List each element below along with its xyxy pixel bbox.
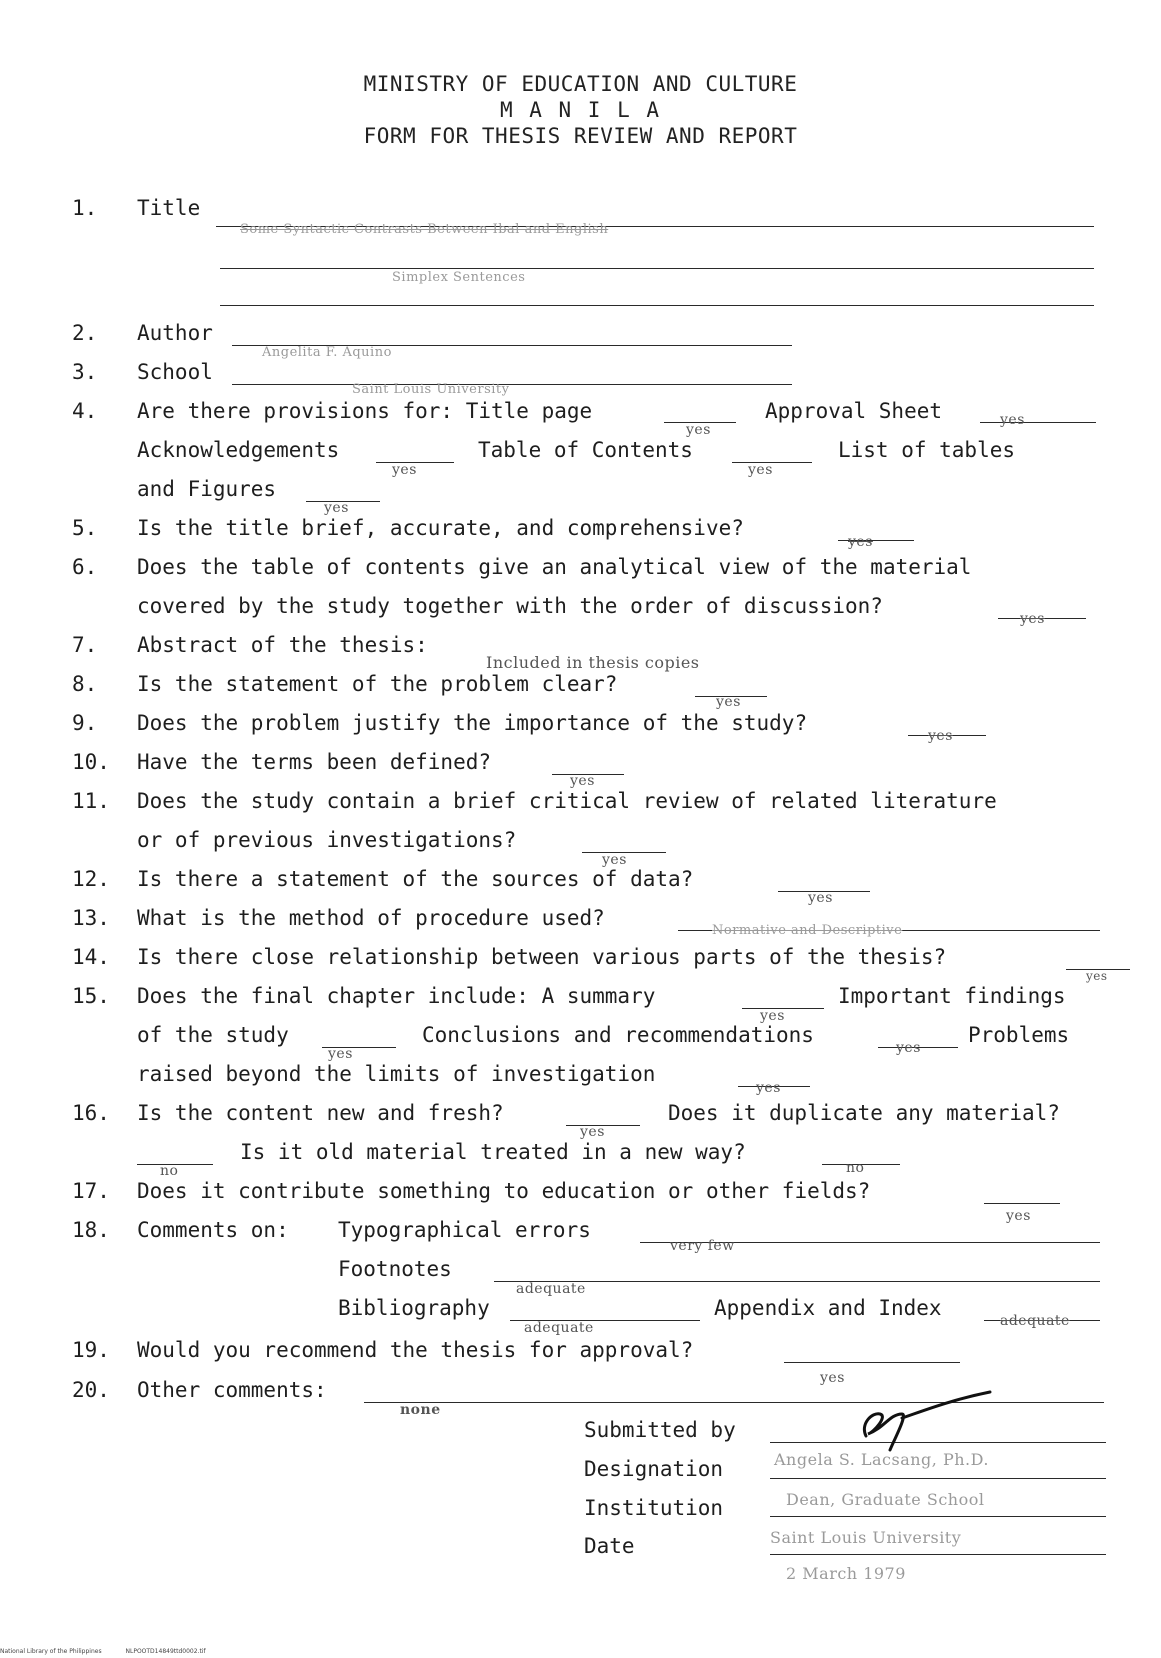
title-line-3 — [220, 305, 1094, 306]
school-label: School — [137, 360, 213, 384]
school-answer: Saint Louis University — [352, 382, 510, 397]
item-number: 8. — [72, 672, 98, 696]
q12-answer: yes — [808, 890, 833, 906]
date-label: Date — [584, 1534, 635, 1558]
item-number: 13. — [72, 906, 110, 930]
signature — [850, 1384, 1000, 1456]
footnotes-answer: adequate — [516, 1281, 586, 1297]
acknowledgements-label: Acknowledgements — [137, 438, 340, 462]
item-number: 14. — [72, 945, 110, 969]
typographical-errors-label: Typographical errors — [338, 1218, 591, 1242]
question-6-line-2: covered by the study together with the order of discussion? — [137, 594, 883, 618]
city-title: M A N I L A — [499, 98, 662, 122]
q5-answer: yes — [848, 534, 873, 550]
question-13: What is the method of procedure used? — [137, 906, 605, 930]
approval-sheet-line — [980, 422, 1096, 423]
item-number: 16. — [72, 1101, 110, 1125]
ministry-title: MINISTRY OF EDUCATION AND CULTURE — [363, 72, 798, 96]
figures-answer: yes — [324, 500, 349, 516]
item-number: 1. — [72, 196, 98, 220]
bibliography-answer: adequate — [524, 1320, 594, 1336]
old-material-answer: no — [846, 1160, 865, 1176]
typographical-errors-answer: very few — [670, 1238, 735, 1254]
item-number: 9. — [72, 711, 98, 735]
question-15-line-2: of the study — [137, 1023, 289, 1047]
q13-answer: Normative and Descriptive — [712, 923, 903, 938]
comments-on-label: Comments on: — [137, 1218, 289, 1242]
findings-label: Important findings — [838, 984, 1066, 1008]
designation-label: Designation — [584, 1457, 724, 1481]
institution-label: Institution — [584, 1496, 724, 1520]
problems-label: Problems — [968, 1023, 1070, 1047]
question-11-line-2: or of previous investigations? — [137, 828, 517, 852]
date-value: 2 March 1979 — [786, 1564, 906, 1583]
question-14: Is there close relationship between various parts of the thesis? — [137, 945, 947, 969]
date-line — [770, 1554, 1106, 1555]
summary-answer: yes — [760, 1008, 785, 1024]
item-number: 17. — [72, 1179, 110, 1203]
question-8: Is the statement of the problem clear? — [137, 672, 618, 696]
appendix-index-answer: adequate — [1000, 1313, 1070, 1329]
file-label: NLPOOTD14849ttd0002.tif — [125, 1648, 206, 1655]
item-number: 15. — [72, 984, 110, 1008]
institution-line — [770, 1516, 1106, 1517]
form-title: FORM FOR THESIS REVIEW AND REPORT — [363, 124, 798, 148]
item-number: 7. — [72, 633, 98, 657]
q11-answer: yes — [602, 852, 627, 868]
item-number: 4. — [72, 399, 98, 423]
author-label: Author — [137, 321, 213, 345]
q9-answer: yes — [928, 728, 953, 744]
question-7: Abstract of the thesis: — [137, 633, 428, 657]
duplicate-answer: no — [160, 1163, 179, 1179]
appendix-index-label: Appendix and Index — [714, 1296, 942, 1320]
conclusions-label: Conclusions and recommendations — [422, 1023, 814, 1047]
library-label: National Library of the Philippines — [0, 1648, 102, 1655]
author-answer: Angelita F. Aquino — [262, 345, 392, 360]
acknowledgements-answer: yes — [392, 462, 417, 478]
q19-answer: yes — [820, 1370, 845, 1386]
question-10: Have the terms been defined? — [137, 750, 492, 774]
title-answer-1: Some Syntactic Contrasts Between Ibal and English — [240, 222, 609, 237]
question-6-line-1: Does the table of contents give an analytical view of the material — [137, 555, 972, 579]
list-of-tables-label: List of tables — [838, 438, 1016, 462]
item-number: 11. — [72, 789, 110, 813]
school-line — [232, 384, 792, 385]
toc-label: Table of Contents — [478, 438, 693, 462]
provisions-label: Are there provisions for: Title page — [137, 399, 593, 423]
q14-answer: yes — [1086, 969, 1108, 983]
title-answer-2: Simplex Sentences — [392, 270, 526, 285]
question-12: Is there a statement of the sources of data? — [137, 867, 694, 891]
question-11-line-1: Does the study contain a brief critical review of related literature — [137, 789, 997, 813]
item-number: 10. — [72, 750, 110, 774]
q10-answer: yes — [570, 773, 595, 789]
item-number: 18. — [72, 1218, 110, 1242]
item-number: 20. — [72, 1378, 110, 1402]
question-9: Does the problem justify the importance of the study? — [137, 711, 808, 735]
bibliography-label: Bibliography — [338, 1296, 490, 1320]
title-label: Title — [137, 196, 201, 220]
item-number: 12. — [72, 867, 110, 891]
conclusions-answer: yes — [896, 1040, 921, 1056]
designation-value: Dean, Graduate School — [786, 1490, 985, 1509]
q17-answer: yes — [1006, 1208, 1031, 1224]
q17-line — [984, 1203, 1060, 1204]
designation-line — [770, 1478, 1106, 1479]
question-16-line-2: Is it old material treated in a new way? — [240, 1140, 746, 1164]
institution-value: Saint Louis University — [770, 1528, 962, 1547]
duplicate-label: Does it duplicate any material? — [668, 1101, 1060, 1125]
submitted-by-label: Submitted by — [584, 1418, 736, 1442]
q19-line — [784, 1362, 960, 1363]
question-15-line-1: Does the final chapter include: A summary — [137, 984, 656, 1008]
approval-sheet-label: Approval Sheet — [765, 399, 943, 423]
figures-label: and Figures — [137, 477, 277, 501]
findings-answer: yes — [328, 1046, 353, 1062]
question-15-line-3: raised beyond the limits of investigation — [137, 1062, 656, 1086]
other-comments-answer: none — [400, 1402, 441, 1418]
q6-answer: yes — [1020, 611, 1045, 627]
question-16-line-1: Is the content new and fresh? — [137, 1101, 504, 1125]
q8-answer: yes — [716, 694, 741, 710]
scan-footer — [0, 1648, 206, 1655]
problems-answer: yes — [756, 1080, 781, 1096]
question-5: Is the title brief, accurate, and comprehensive? — [137, 516, 744, 540]
toc-answer: yes — [748, 462, 773, 478]
item-number: 2. — [72, 321, 98, 345]
item-number: 5. — [72, 516, 98, 540]
question-19: Would you recommend the thesis for approval? — [137, 1338, 694, 1362]
submitter-name: Angela S. Lacsang, Ph.D. — [774, 1450, 989, 1469]
title-line-2 — [220, 268, 1094, 269]
title-page-answer: yes — [686, 422, 711, 438]
approval-sheet-answer: yes — [1000, 412, 1025, 428]
item-number: 6. — [72, 555, 98, 579]
new-fresh-answer: yes — [580, 1124, 605, 1140]
question-17: Does it contribute something to education or other fields? — [137, 1179, 871, 1203]
q7-answer: Included in thesis copies — [486, 653, 700, 672]
item-number: 3. — [72, 360, 98, 384]
item-number: 19. — [72, 1338, 110, 1362]
question-20: Other comments: — [137, 1378, 327, 1402]
footnotes-label: Footnotes — [338, 1257, 452, 1281]
